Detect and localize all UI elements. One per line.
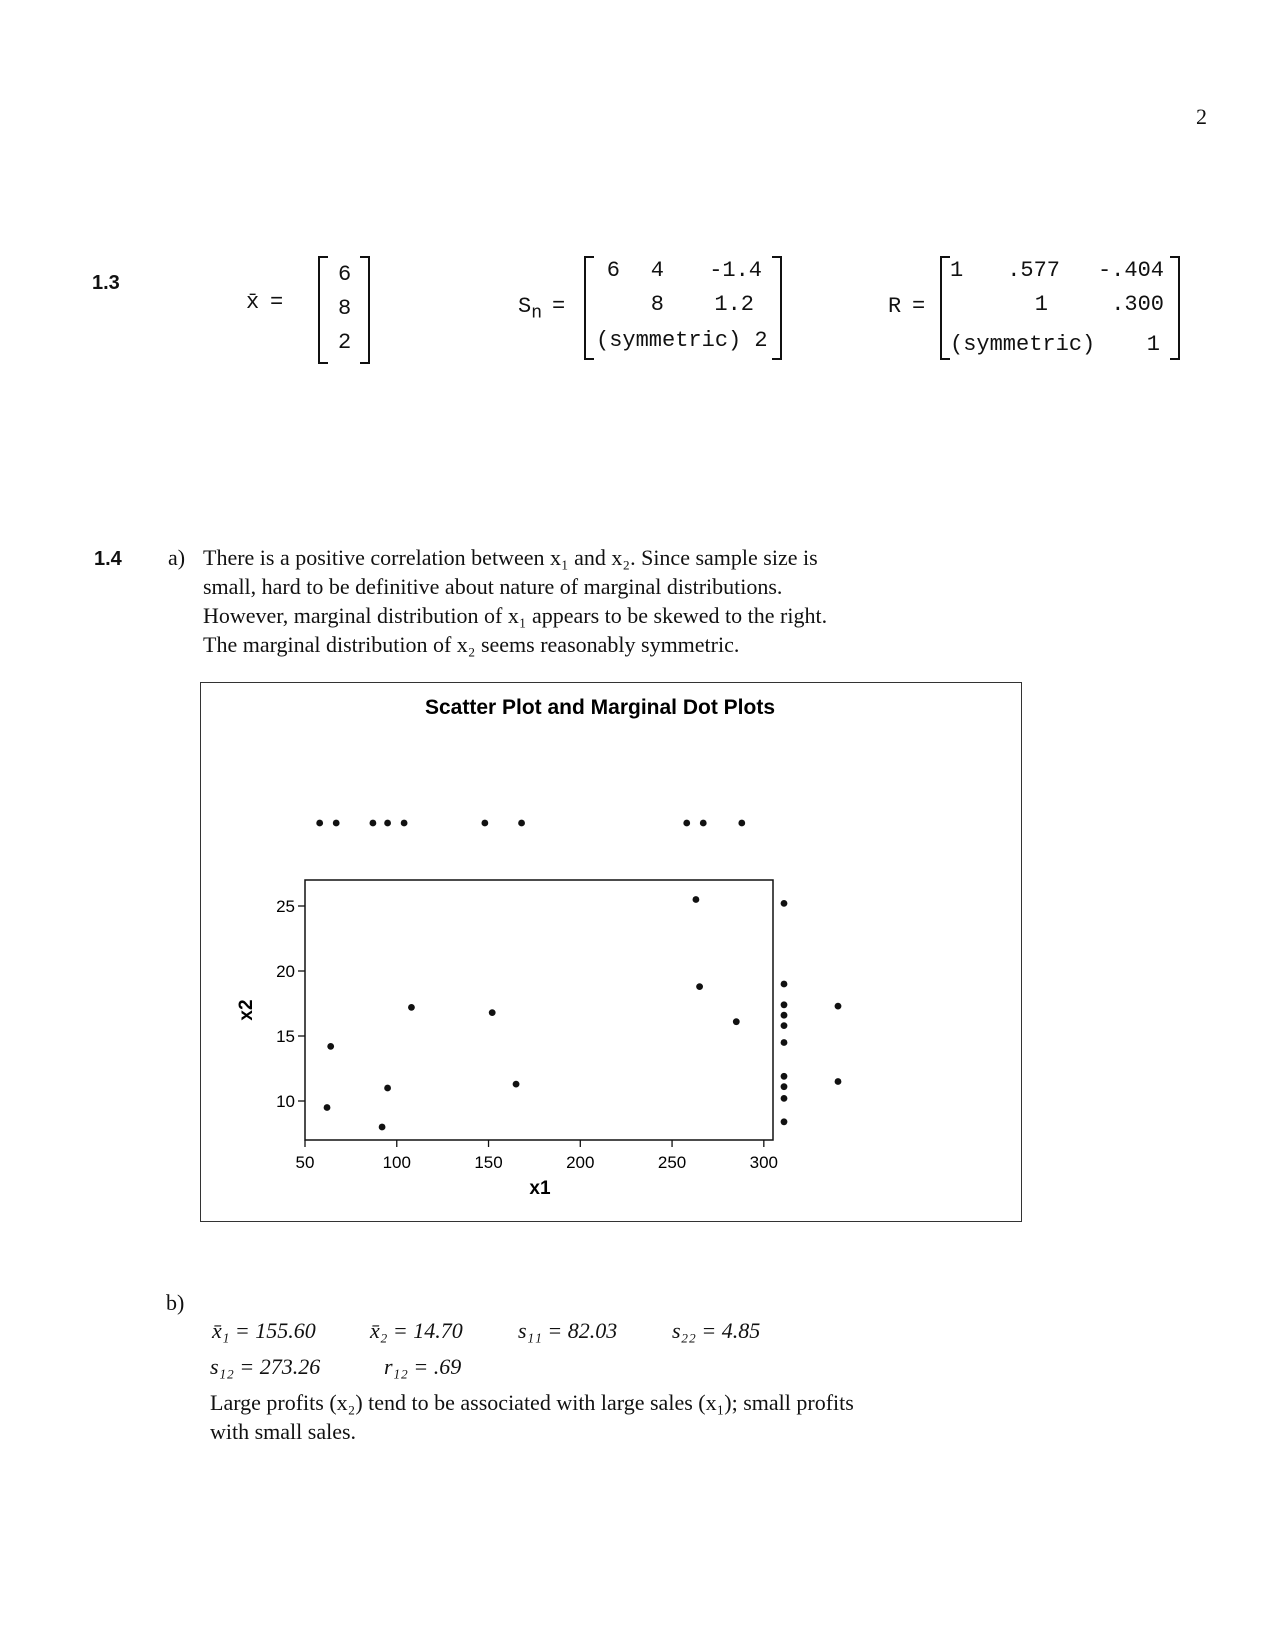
y-tick-label: 10: [276, 1092, 295, 1111]
xbar-value-1: 6: [338, 262, 352, 287]
sn-row3: (symmetric) 2: [596, 328, 768, 353]
x-tick-label: 250: [657, 1153, 687, 1172]
sn-equals: =: [552, 294, 566, 319]
part-a-line-2: small, hard to be definitive about nature of marginal distributions.: [203, 574, 783, 599]
r-cell-13: -.404: [1097, 258, 1164, 283]
scatter-point: [513, 1081, 520, 1088]
xbar-value-2: 8: [338, 296, 352, 321]
sn-label: $S_n$: [518, 294, 543, 324]
marginal-x1-dot: [384, 820, 391, 827]
problem-number-1-4: 1.4: [94, 548, 122, 570]
sn-cell-13: -1.4: [709, 258, 762, 283]
y-axis-label: x2: [236, 999, 257, 1021]
conclusion-line-1: Large profits (x₂) tend to be associated with large sales (x₁); small profits: [210, 1390, 854, 1415]
marginal-x2-dot: [781, 1001, 788, 1008]
r-bracket-right: [1170, 256, 1180, 360]
r-label: R: [888, 294, 902, 319]
marginal-x2-dot: [781, 1083, 788, 1090]
marginal-x1-dot: [518, 820, 525, 827]
xbar-bracket-right: [360, 256, 370, 364]
part-a-text: [203, 543, 963, 659]
part-a-line-3: However, marginal distribution of x₁ appears to be skewed to the right.: [203, 603, 828, 628]
marginal-x2-dot: [781, 1039, 788, 1046]
marginal-x1-dots: [316, 820, 745, 827]
scatter-point: [324, 1104, 331, 1111]
marginal-x1-dot: [370, 820, 377, 827]
sn-cell-23: 1.2: [714, 292, 754, 317]
y-tick-label: 15: [276, 1027, 295, 1046]
marginal-x1-dot: [738, 820, 745, 827]
scatter-point: [693, 896, 700, 903]
scatter-point: [379, 1124, 386, 1131]
marginal-x2-dot: [835, 1078, 842, 1085]
r-row3-label: (symmetric): [950, 332, 1096, 357]
marginal-x1-dot: [683, 820, 690, 827]
sn-bracket-left: [584, 256, 594, 360]
problem-number-1-3: 1.3: [92, 272, 120, 294]
marginal-x2-dots: [781, 900, 842, 1125]
marginal-x2-dot: [781, 1118, 788, 1125]
stat-s22: s₂₂ = 4.85: [672, 1318, 761, 1343]
x-axis-label: x1: [529, 1178, 551, 1199]
marginal-x1-dot: [333, 820, 340, 827]
part-a-line-1: There is a positive correlation between x₁ and x₂. Since sample size is: [203, 545, 818, 570]
conclusion-text: [210, 1388, 990, 1446]
r-cell-22: 1: [1034, 292, 1048, 317]
scatter-point: [733, 1018, 740, 1025]
scatter-point: [489, 1009, 496, 1016]
xbar-label: x̄: [246, 290, 260, 315]
scatter-point: [408, 1004, 415, 1011]
chart-title: Scatter Plot and Marginal Dot Plots: [424, 696, 776, 719]
scatter-points: [324, 896, 740, 1130]
r-bracket-left: [940, 256, 950, 360]
marginal-x2-dot: [781, 1073, 788, 1080]
x-tick-label: 300: [749, 1153, 779, 1172]
scatter-point: [327, 1043, 334, 1050]
marginal-x1-dot: [401, 820, 408, 827]
page-number: 2: [1196, 104, 1207, 129]
x-axis-ticks: [296, 1140, 778, 1172]
x-tick-label: 100: [382, 1153, 411, 1172]
stat-s11: s₁₁ = 82.03: [518, 1318, 618, 1343]
x-tick-label: 50: [295, 1153, 315, 1172]
stat-xbar2: x̄₂ = 14.70: [370, 1318, 463, 1343]
y-tick-label: 20: [276, 962, 295, 981]
marginal-x1-dot: [481, 820, 488, 827]
marginal-x2-dot: [835, 1003, 842, 1010]
y-axis-ticks: [276, 897, 305, 1111]
marginal-x2-dot: [781, 1012, 788, 1019]
xbar-value-3: 2: [338, 330, 352, 355]
marginal-x2-dot: [781, 1095, 788, 1102]
xbar-bracket-left: [318, 256, 328, 364]
r-cell-23: .300: [1111, 292, 1164, 317]
x-tick-label: 150: [474, 1153, 503, 1172]
x-tick-label: 200: [566, 1153, 595, 1172]
sn-cell-22: 8: [650, 292, 664, 317]
plot-area: [305, 880, 773, 1140]
r-equals: =: [912, 294, 926, 319]
xbar-equals: =: [270, 290, 284, 315]
sn-cell-12: 4: [650, 258, 664, 283]
marginal-x2-dot: [781, 900, 788, 907]
conclusion-line-2: with small sales.: [210, 1419, 357, 1444]
r-cell-11: 1: [950, 258, 964, 283]
scatter-point: [696, 983, 703, 990]
marginal-x2-dot: [781, 981, 788, 988]
marginal-x1-dot: [700, 820, 707, 827]
marginal-x1-dot: [316, 820, 323, 827]
sn-bracket-right: [772, 256, 782, 360]
marginal-x2-dot: [781, 1022, 788, 1029]
r-row3-value: 1: [1146, 332, 1160, 357]
part-a-label: a): [168, 545, 186, 570]
part-a-line-4: The marginal distribution of x₂ seems reasonably symmetric.: [203, 632, 740, 657]
y-tick-label: 25: [276, 897, 295, 916]
stat-s12: s₁₂ = 273.26: [210, 1354, 321, 1379]
r-cell-12: .577: [1007, 258, 1060, 283]
stat-xbar1: x̄₁ = 155.60: [212, 1318, 316, 1343]
sn-cell-11: 6: [606, 258, 620, 283]
scatter-chart: [200, 682, 1022, 1222]
scatter-point: [384, 1085, 391, 1092]
part-b-label: b): [166, 1290, 185, 1315]
stat-r12: r₁₂ = .69: [384, 1354, 462, 1379]
